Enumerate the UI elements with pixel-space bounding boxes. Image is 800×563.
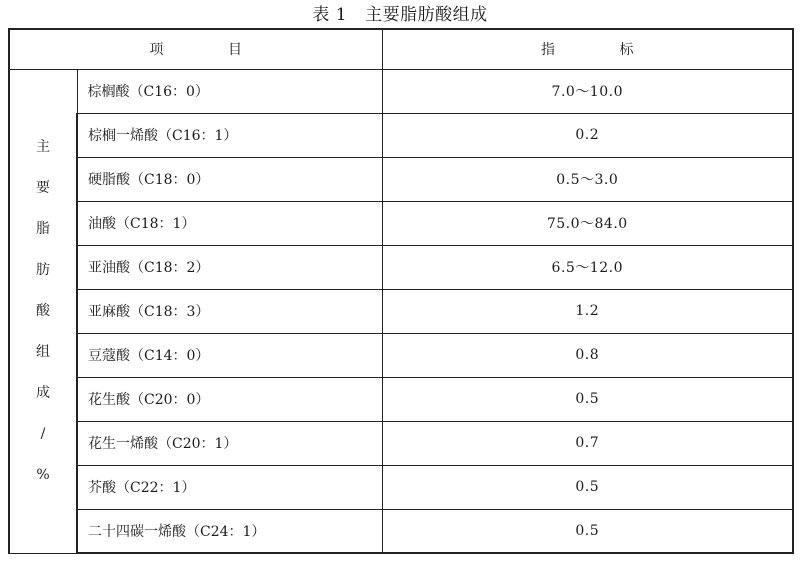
fatty-acid-value: 6.5～12.0 bbox=[382, 245, 793, 289]
fatty-acid-name: 亚麻酸（C18：3） bbox=[77, 289, 382, 333]
fatty-acid-value: 75.0～84.0 bbox=[382, 201, 793, 245]
fatty-acid-value: 1.2 bbox=[382, 289, 793, 333]
group-label-char: 组 bbox=[36, 343, 50, 360]
group-label-char: 酸 bbox=[36, 302, 50, 319]
fatty-acid-value: 0.2 bbox=[382, 113, 793, 157]
group-label-char: 肪 bbox=[36, 261, 50, 278]
table-title bbox=[0, 2, 800, 28]
table-header-row bbox=[9, 29, 793, 69]
table-row bbox=[9, 289, 793, 333]
group-label-char: 要 bbox=[36, 179, 50, 196]
table-row bbox=[9, 69, 793, 113]
fatty-acid-value: 0.7 bbox=[382, 421, 793, 465]
fatty-acid-name: 棕榈酸（C16：0） bbox=[77, 69, 382, 113]
fatty-acid-value: 0.5 bbox=[382, 465, 793, 509]
table-row bbox=[9, 333, 793, 377]
fatty-acid-value: 0.5～3.0 bbox=[382, 157, 793, 201]
fatty-acid-value: 0.5 bbox=[382, 377, 793, 421]
group-label-char: / bbox=[40, 425, 46, 442]
fatty-acid-name: 芥酸（C22：1） bbox=[77, 465, 382, 509]
fatty-acid-name: 亚油酸（C18：2） bbox=[77, 245, 382, 289]
group-label bbox=[9, 69, 77, 553]
table-row bbox=[9, 201, 793, 245]
fatty-acid-name: 花生酸（C20：0） bbox=[77, 377, 382, 421]
group-label-char: 主 bbox=[36, 138, 50, 155]
table-row bbox=[9, 509, 793, 553]
fatty-acid-value: 0.8 bbox=[382, 333, 793, 377]
fatty-acid-name: 硬脂酸（C18：0） bbox=[77, 157, 382, 201]
table-number: 表 1 bbox=[312, 5, 348, 25]
fatty-acid-name: 花生一烯酸（C20：1） bbox=[77, 421, 382, 465]
header-item: 项 目 bbox=[9, 29, 382, 69]
table-row bbox=[9, 421, 793, 465]
table-row bbox=[9, 157, 793, 201]
fatty-acid-name: 油酸（C18：1） bbox=[77, 201, 382, 245]
table-row bbox=[9, 113, 793, 157]
fatty-acid-value: 0.5 bbox=[382, 509, 793, 553]
table-body bbox=[9, 69, 793, 553]
table-row bbox=[9, 245, 793, 289]
header-index: 指 标 bbox=[382, 29, 793, 69]
group-label-char: 脂 bbox=[36, 220, 50, 237]
group-label-char: % bbox=[36, 466, 50, 483]
table-row bbox=[9, 465, 793, 509]
fatty-acid-value: 7.0～10.0 bbox=[382, 69, 793, 113]
table-caption: 主要脂肪酸组成 bbox=[365, 5, 488, 25]
fatty-acid-name: 棕榈一烯酸（C16：1） bbox=[77, 113, 382, 157]
fatty-acid-name: 二十四碳一烯酸（C24：1） bbox=[77, 509, 382, 553]
fatty-acid-table bbox=[8, 28, 794, 554]
group-label-char: 成 bbox=[36, 384, 50, 401]
table-row bbox=[9, 377, 793, 421]
fatty-acid-name: 豆蔻酸（C14：0） bbox=[77, 333, 382, 377]
